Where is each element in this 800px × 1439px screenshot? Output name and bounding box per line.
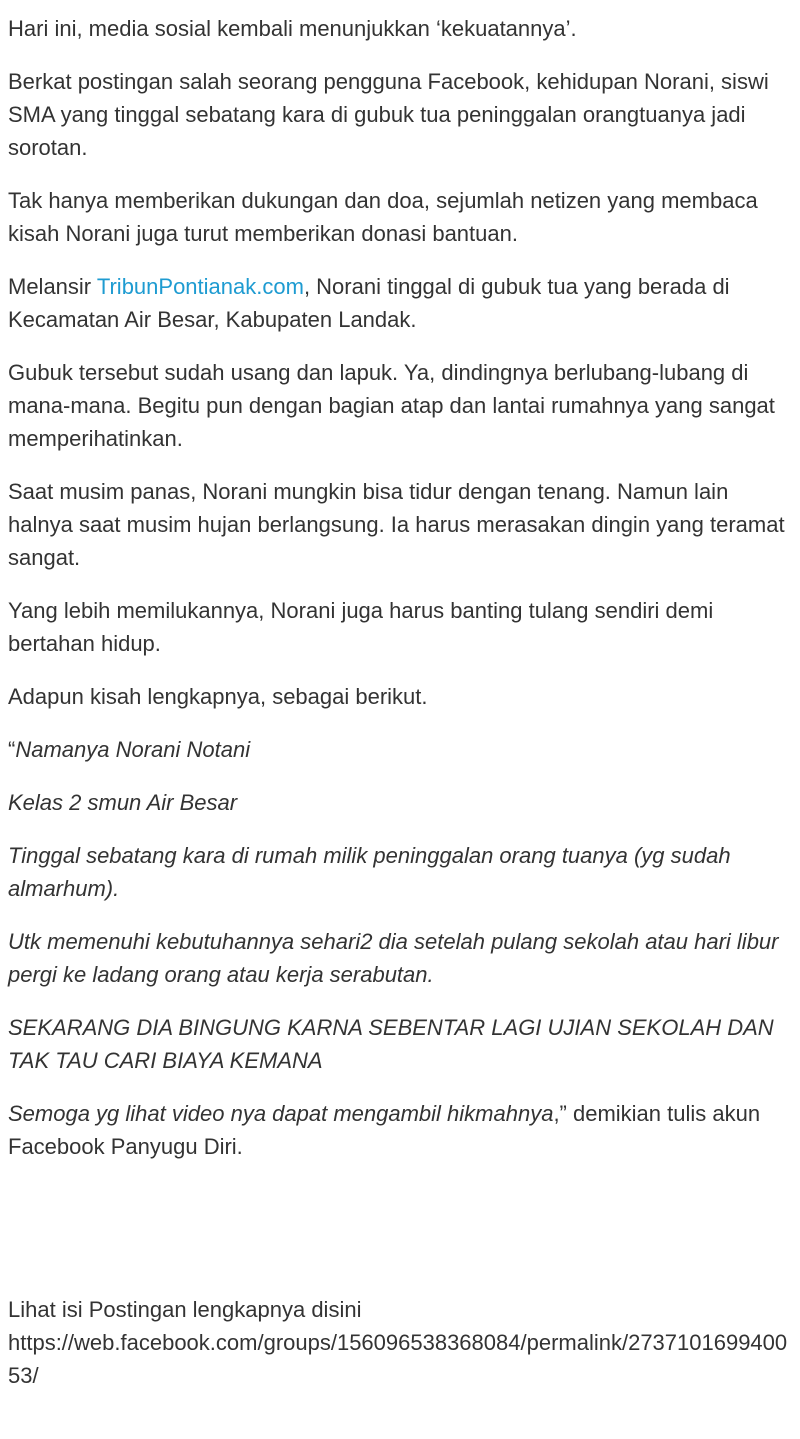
footer-url[interactable]: https://web.facebook.com/groups/156096538368084/permalink/273710169940053/	[8, 1330, 788, 1388]
paragraph-facebook-post: Berkat postingan salah seorang pengguna Facebook, kehidupan Norani, siswi SMA yang tinggal sebatang kara di gubuk tua peninggalan orangtuanya jadi sorotan.	[8, 69, 769, 160]
quote-line-living	[8, 839, 792, 905]
footer-post-link	[8, 1293, 792, 1392]
source-suffix: , Norani tinggal di gubuk tua yang berada di Kecamatan Air Besar, Kabupaten Landak.	[8, 274, 730, 332]
quote-line-class	[8, 786, 792, 819]
footer-label: Lihat isi Postingan lengkapnya disini	[8, 1297, 362, 1322]
paragraph-seasons: Saat musim panas, Norani mungkin bisa tidur dengan tenang. Namun lain halnya saat musim hujan berlangsung. Ia harus merasakan dingin yang teramat sangat.	[8, 479, 785, 570]
source-prefix: Melansir	[8, 274, 97, 299]
quote-living-text: Tinggal sebatang kara di rumah milik peninggalan orang tuanya (yg sudah almarhum).	[8, 843, 731, 901]
paragraph-hut-condition: Gubuk tersebut sudah usang dan lapuk. Ya, dindingnya berlubang-lubang di mana-mana. Begitu pun dengan bagian atap dan lantai rumahnya yang sangat memperihatinkan.	[8, 360, 775, 451]
quote-closing-text: Semoga yg lihat video nya dapat mengambil hikmahnya	[8, 1101, 554, 1126]
paragraph-source	[8, 270, 792, 336]
quote-line-name	[8, 733, 792, 766]
article-body	[0, 12, 800, 1392]
quote-attribution: ,” demikian tulis akun Facebook Panyugu Diri.	[8, 1101, 761, 1159]
quote-line-exam	[8, 1011, 792, 1077]
quote-open-mark: “	[8, 737, 16, 762]
quote-work-text: Utk memenuhi kebutuhannya sehari2 dia setelah pulang sekolah atau hari libur pergi ke ladang orang atau kerja serabutan.	[8, 929, 779, 987]
tribunpontianak-link[interactable]: TribunPontianak.com	[96, 274, 304, 299]
quote-name-text: Namanya Norani Notani	[15, 737, 251, 762]
paragraph-donations: Tak hanya memberikan dukungan dan doa, sejumlah netizen yang membaca kisah Norani juga turut memberikan donasi bantuan.	[8, 188, 758, 246]
paragraph-hardship: Yang lebih memilukannya, Norani juga harus banting tulang sendiri demi bertahan hidup.	[8, 598, 714, 656]
paragraph-intro: Hari ini, media sosial kembali menunjukkan ‘kekuatannya’.	[8, 16, 577, 41]
paragraph-story-intro: Adapun kisah lengkapnya, sebagai berikut.	[8, 684, 428, 709]
quote-line-closing	[8, 1097, 792, 1163]
quote-line-work	[8, 925, 792, 991]
quote-class-text: Kelas 2 smun Air Besar	[8, 790, 238, 815]
quote-exam-text: SEKARANG DIA BINGUNG KARNA SEBENTAR LAGI UJIAN SEKOLAH DAN TAK TAU CARI BIAYA KEMANA	[8, 1015, 774, 1073]
